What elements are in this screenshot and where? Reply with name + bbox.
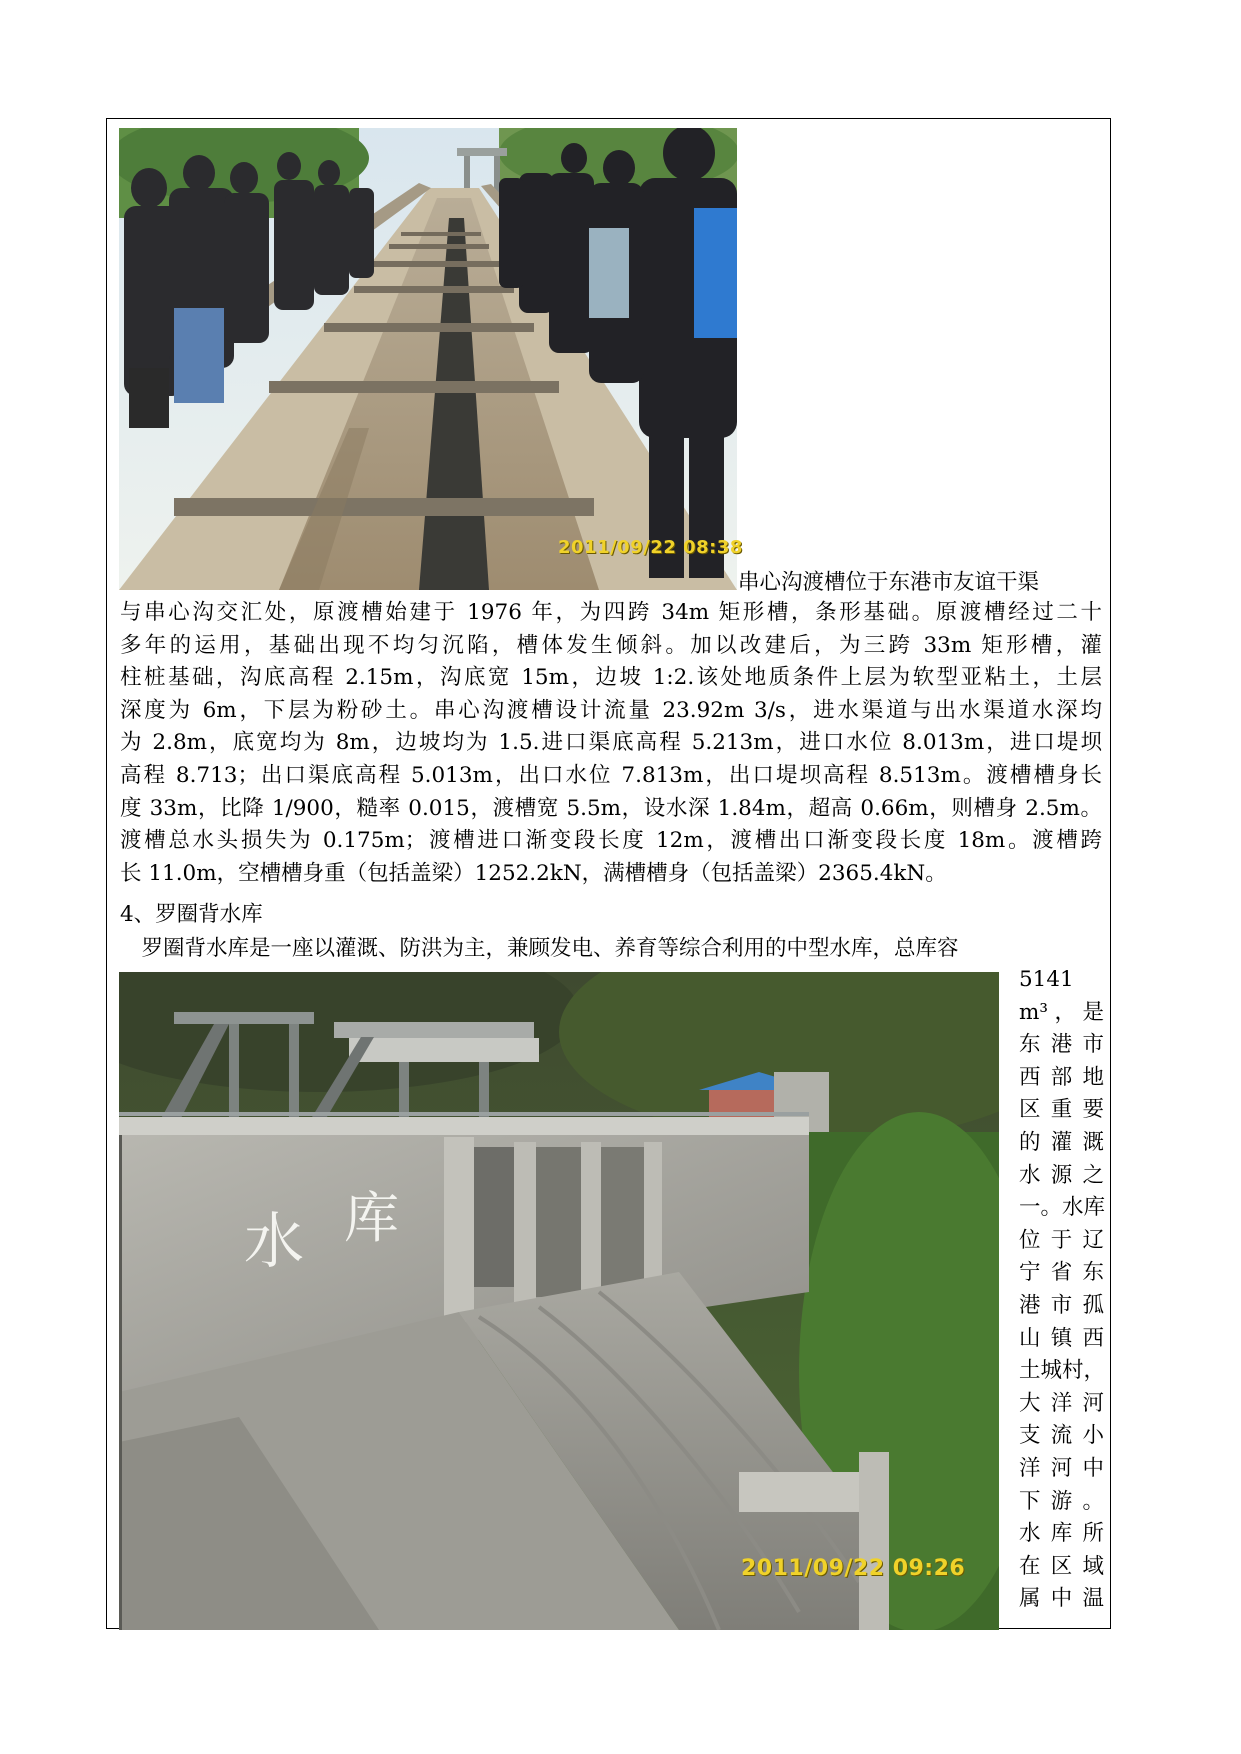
side-line: 宁省东 [1019,1260,1104,1286]
dam-photo-icon [119,972,999,1630]
side-line: 的灌溉 [1019,1129,1104,1155]
paragraph-line: 高程 8.713；出口渠底高程 5.013m，出口水位 7.813m，出口堤坝高程 8.513m。渡槽槽身长 [120,762,1102,788]
side-line: 位于辽 [1019,1227,1104,1253]
side-line: 山镇西 [1019,1325,1104,1351]
dam-photo [119,972,999,1630]
dam-character: 水 [244,1207,304,1277]
dam-character: 库 [344,1186,400,1250]
paragraph-first-line: 串心沟渡槽位于东港市友谊干渠 [738,570,1040,595]
side-line: 东港市 [1019,1032,1104,1058]
aqueduct-photo-icon [119,128,737,590]
paragraph-line: 与串心沟交汇处，原渡槽始建于 1976 年，为四跨 34m 矩形槽，条形基础。原渡槽经过二十 [120,600,1102,625]
paragraph-line: 多年的运用，基础出现不均匀沉陷，槽体发生倾斜。加以改建后，为三跨 33m 矩形槽，灌 [120,632,1102,658]
side-line: 水源之 [1019,1162,1104,1188]
side-line: 支流小 [1019,1423,1104,1449]
side-line: 下游。 [1019,1488,1104,1514]
side-text-column [1019,964,1104,1616]
side-line: 港市孤 [1019,1292,1104,1318]
side-line: 5141 [1019,967,1074,992]
aqueduct-photo [119,128,737,590]
side-line: 土城村， [1019,1358,1106,1384]
side-line: 水库所 [1019,1521,1104,1547]
paragraph-line: 长 11.0m，空槽槽身重（包括盖梁）1252.2kN，满槽槽身（包括盖梁）2365.4kN。 [120,860,947,886]
aqueduct-paragraph [120,597,1102,890]
reservoir-intro-line [120,933,959,966]
paragraph-line: 深度为 6m，下层为粉砂土。串心沟渡槽设计流量 23.92m 3/s，进水渠道与出水渠道水深均 [120,697,1102,723]
side-line: 一。水库 [1019,1195,1106,1221]
paragraph-line: 柱桩基础，沟底高程 2.15m，沟底宽 15m，边坡 1:2.该处地质条件上层为软型亚粘土，土层 [120,665,1102,691]
side-line: 大洋河 [1019,1390,1104,1416]
paragraph-line: 渡槽总水头损失为 0.175m；渡槽进口渐变段长度 12m，渡槽出口渐变段长度 18m。渡槽跨 [120,828,1102,854]
section-heading: 4、罗圈背水库 [120,902,263,927]
paragraph-line: 度 33m，比降 1/900，糙率 0.015，渡槽宽 5.5m，设水深 1.84m，超高 0.66m，则槽身 2.5m。 [120,795,1102,821]
intro-text: 罗圈背水库是一座以灌溉、防洪为主，兼顾发电、养育等综合利用的中型水库，总库容 [141,936,959,961]
side-line: m³，是 [1019,999,1104,1025]
paragraph-line: 为 2.8m，底宽均为 8m，边坡均为 1.5.进口渠底高程 5.213m，进口水位 8.013m，进口堤坝 [120,730,1102,756]
side-line: 区重要 [1019,1097,1104,1123]
photo-date-stamp: 2011/09/22 08:38 [558,537,743,558]
side-line: 洋河中 [1019,1455,1104,1481]
side-line: 在区域 [1019,1553,1104,1579]
side-line: 属中温 [1019,1586,1104,1612]
side-line: 西部地 [1019,1064,1104,1090]
photo-date-stamp: 2011/09/22 09:26 [741,1556,966,1581]
